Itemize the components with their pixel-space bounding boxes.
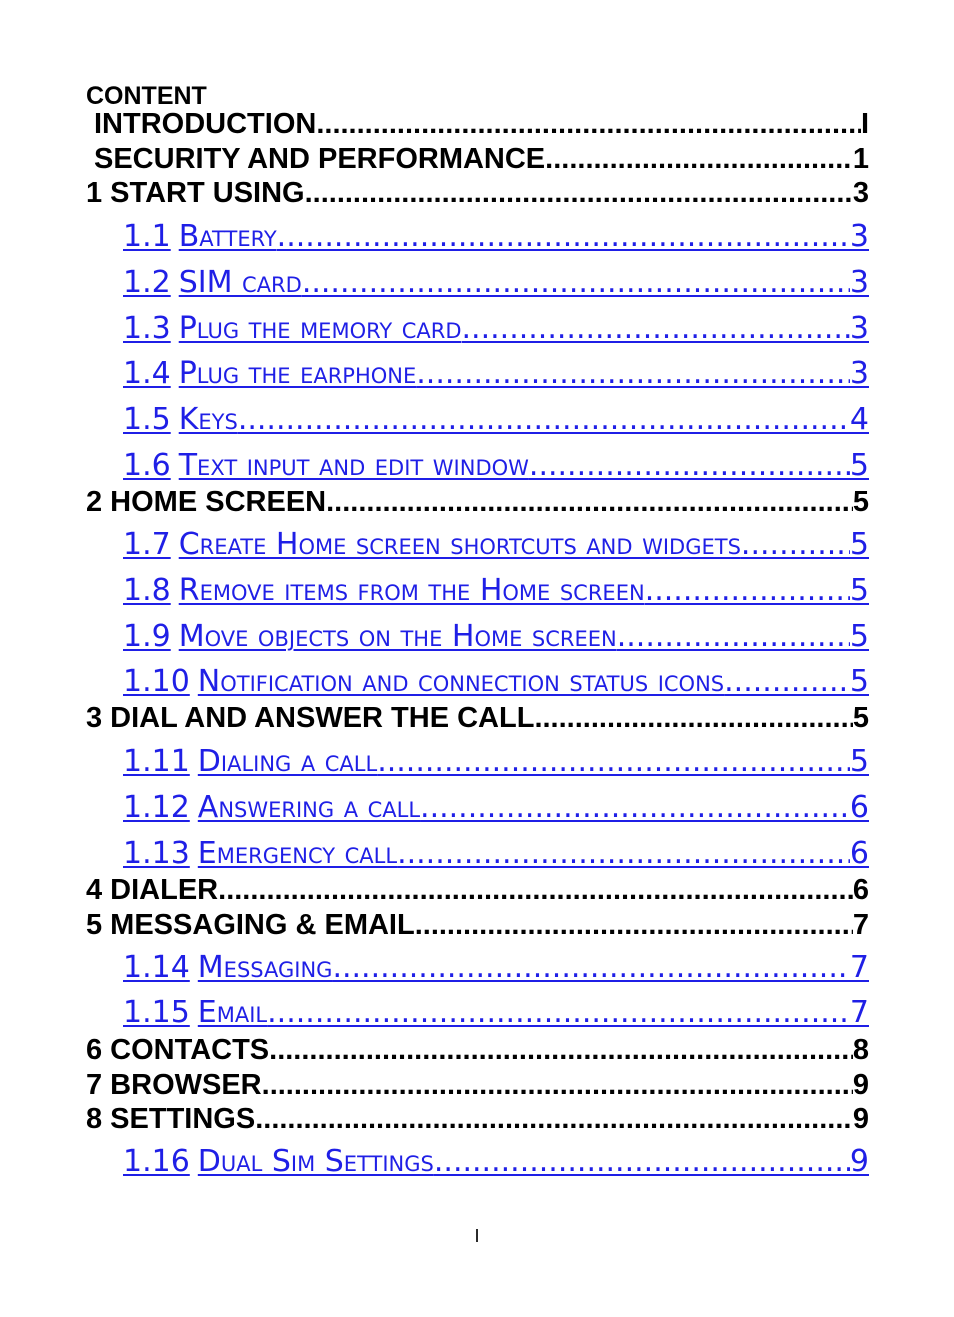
toc-page-number: 7: [852, 909, 869, 941]
toc-chapter-entry: [86, 177, 869, 213]
toc-entry-title: Messaging: [197, 950, 333, 985]
toc-entry-number: 1.3: [123, 311, 171, 346]
toc-entry-title: Keys: [178, 402, 238, 437]
toc-entry-number: 1.13: [123, 836, 190, 871]
toc-chapter-entry: [86, 1034, 869, 1070]
toc-entry-title: Text input and edit window: [178, 448, 529, 483]
toc-section-link[interactable]: [123, 527, 869, 571]
toc-entry-title: Plug the memory card: [178, 311, 462, 346]
toc-entry-title: Remove items from the Home screen: [178, 573, 645, 608]
toc-leader-dots: [420, 790, 850, 825]
toc-section-link[interactable]: [123, 573, 869, 617]
toc-leader-dots: [645, 573, 850, 608]
toc-leader-dots: [262, 1069, 853, 1102]
toc-page-number: 6: [852, 874, 869, 906]
toc-page-number: 8: [852, 1034, 869, 1066]
toc-entry-title: Answering a call: [197, 790, 421, 825]
toc-page-number: I: [860, 108, 869, 140]
toc-entry-number: 1.5: [123, 402, 171, 437]
toc-leader-dots: [238, 402, 850, 437]
toc-entry-number: 1.14: [123, 950, 190, 985]
toc-chapter-entry: [86, 909, 869, 945]
toc-entry-number: 1.15: [123, 995, 190, 1030]
toc-chapter-entry: [86, 1103, 869, 1139]
toc-leader-dots: [305, 177, 853, 210]
toc-chapter-entry: [94, 143, 869, 179]
toc-page-number: 5: [849, 448, 869, 483]
toc-section-link[interactable]: [123, 402, 869, 446]
toc-leader-dots: [332, 950, 849, 985]
toc-entry-title: Notification and connection status icons: [197, 664, 725, 699]
toc-leader-dots: [529, 448, 850, 483]
toc-entry-number: 1.9: [123, 619, 171, 654]
toc-entry-number: 1.11: [123, 744, 190, 779]
toc-leader-dots: [267, 995, 850, 1030]
toc-entry-title: 5 MESSAGING & EMAIL: [86, 909, 415, 941]
toc-entry-number: 1.12: [123, 790, 190, 825]
toc-entry-title: 7 BROWSER: [86, 1069, 262, 1101]
toc-chapter-entry: [94, 108, 869, 144]
toc-page-number: 5: [852, 702, 869, 734]
toc-entry-title: Dialing a call: [197, 744, 378, 779]
toc-entry-title: 2 HOME SCREEN: [86, 486, 327, 518]
toc-chapter-entry: [86, 486, 869, 522]
toc-section-link[interactable]: [123, 619, 869, 663]
toc-section-link[interactable]: [123, 265, 869, 309]
toc-entry-number: 1.10: [123, 664, 190, 699]
toc-leader-dots: [302, 265, 850, 300]
toc-page-number: 5: [849, 573, 869, 608]
toc-leader-dots: [741, 527, 850, 562]
toc-section-link[interactable]: [123, 790, 869, 834]
toc-leader-dots: [255, 1103, 853, 1136]
toc-entry-number: 1.8: [123, 573, 171, 608]
toc-leader-dots: [617, 619, 850, 654]
toc-entry-title: SECURITY AND PERFORMANCE: [94, 143, 546, 175]
toc-section-link[interactable]: [123, 1144, 869, 1188]
toc-page-number: 9: [852, 1103, 869, 1135]
toc-entry-title: Move objects on the Home screen: [178, 619, 617, 654]
toc-entry-title: Create Home screen shortcuts and widgets: [178, 527, 741, 562]
toc-entry-title: INTRODUCTION: [94, 108, 317, 140]
toc-page-number: 5: [852, 486, 869, 518]
toc-page-number: 5: [849, 619, 869, 654]
toc-leader-dots: [326, 486, 853, 519]
toc-entry-title: SIM card: [178, 265, 302, 300]
toc-page-number: 7: [849, 995, 869, 1030]
toc-entry-number: 1.7: [123, 527, 171, 562]
toc-entry-title: Plug the earphone: [178, 356, 417, 391]
toc-leader-dots: [277, 219, 850, 254]
toc-page-number: 3: [849, 219, 869, 254]
toc-entry-title: 8 SETTINGS: [86, 1103, 256, 1135]
toc-page-number: 5: [849, 664, 869, 699]
toc-entry-title: Battery: [178, 219, 277, 254]
toc-leader-dots: [416, 356, 850, 391]
toc-leader-dots: [724, 664, 850, 699]
toc-chapter-entry: [86, 874, 869, 910]
toc-entry-number: 1.6: [123, 448, 171, 483]
toc-entry-title: 1 START USING: [86, 177, 305, 209]
toc-page-number: 3: [849, 311, 869, 346]
toc-entry-number: 1.2: [123, 265, 171, 300]
toc-leader-dots: [316, 108, 861, 141]
toc-page-number: 6: [849, 836, 869, 871]
toc-entry-number: 1.16: [123, 1144, 190, 1179]
toc-page-number: 4: [849, 402, 869, 437]
toc-leader-dots: [434, 1144, 850, 1179]
toc-section-link[interactable]: [123, 995, 869, 1039]
toc-section-link[interactable]: [123, 356, 869, 400]
toc-leader-dots: [269, 1034, 853, 1067]
page-number: I: [474, 1226, 480, 1246]
toc-page-number: 3: [849, 356, 869, 391]
toc-page-number: 3: [849, 265, 869, 300]
toc-section-link[interactable]: [123, 744, 869, 788]
toc-entry-title: Email: [197, 995, 268, 1030]
toc-entry-number: 1.4: [123, 356, 171, 391]
toc-leader-dots: [377, 744, 850, 779]
toc-chapter-entry: [86, 1069, 869, 1105]
toc-leader-dots: [218, 874, 853, 907]
toc-page-number: 5: [849, 527, 869, 562]
toc-entry-title: 6 CONTACTS: [86, 1034, 270, 1066]
toc-entry-title: Dual Sim Settings: [197, 1144, 434, 1179]
toc-leader-dots: [415, 909, 853, 942]
toc-entry-title: Emergency call: [197, 836, 398, 871]
toc-heading: CONTENT: [86, 82, 207, 110]
toc-section-link[interactable]: [123, 311, 869, 355]
toc-leader-dots: [397, 836, 850, 871]
toc-leader-dots: [545, 143, 853, 176]
toc-section-link[interactable]: [123, 219, 869, 263]
toc-page-number: 7: [849, 950, 869, 985]
toc-entry-title: 3 DIAL AND ANSWER THE CALL: [86, 702, 535, 734]
toc-leader-dots: [462, 311, 850, 346]
toc-entry-number: 1.1: [123, 219, 171, 254]
toc-page-number: 9: [852, 1069, 869, 1101]
toc-leader-dots: [534, 702, 852, 735]
toc-page-number: 6: [849, 790, 869, 825]
toc-page-number: 1: [852, 143, 869, 175]
toc-page-number: 9: [849, 1144, 869, 1179]
toc-chapter-entry: [86, 702, 869, 738]
toc-page-number: 5: [849, 744, 869, 779]
toc-entry-title: 4 DIALER: [86, 874, 219, 906]
toc-page-number: 3: [852, 177, 869, 209]
toc-section-link[interactable]: [123, 950, 869, 994]
